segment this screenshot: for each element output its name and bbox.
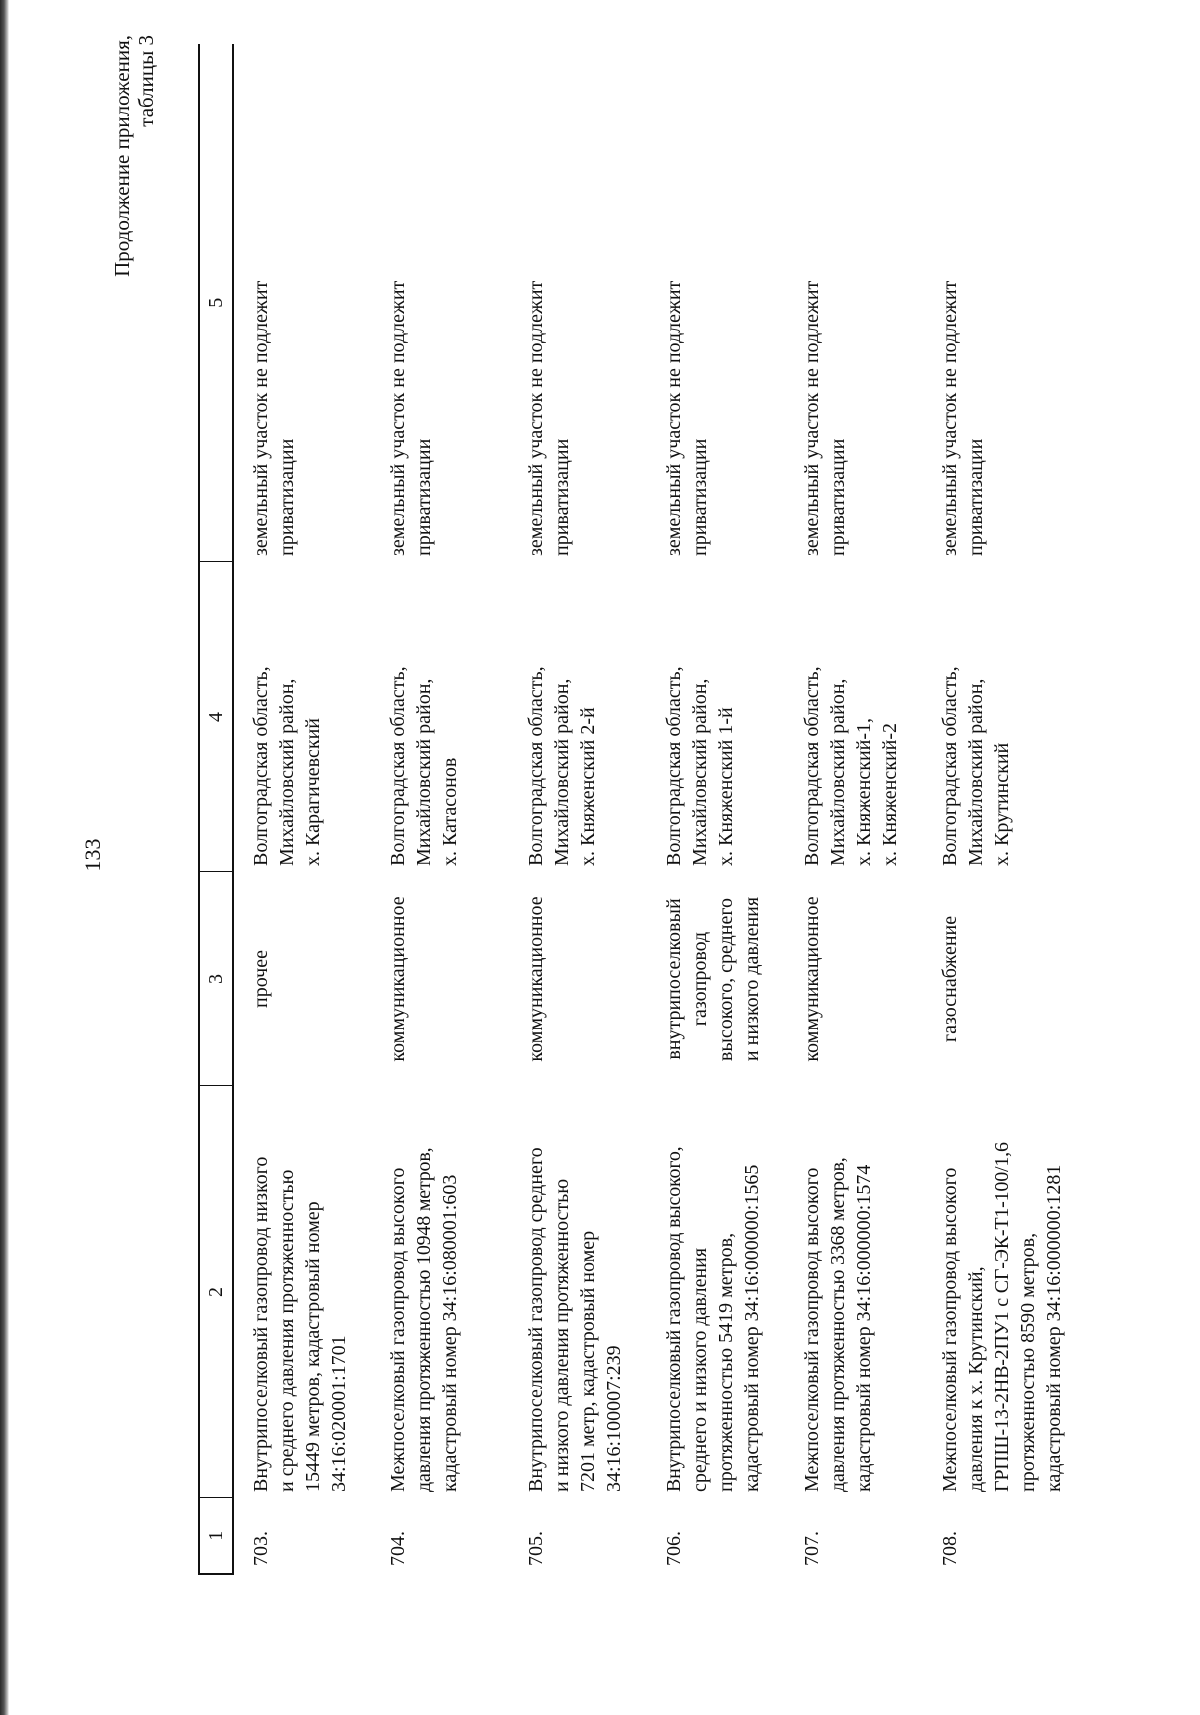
description-line: 15449 метров, кадастровый номер — [302, 1201, 324, 1492]
status-cell — [647, 44, 785, 562]
status-line: приватизации — [827, 438, 849, 556]
purpose-line: газопровод — [689, 931, 711, 1027]
purpose-line: прочее — [250, 950, 272, 1008]
status-line: земельный участок не подлежит — [250, 280, 272, 556]
object-description — [785, 1086, 923, 1498]
status-line: земельный участок не подлежит — [663, 280, 685, 556]
address-line: Михайловский район, — [689, 678, 711, 866]
address-line: Волгоградская область, — [250, 666, 272, 866]
row-number: 705. — [525, 1531, 547, 1566]
description-line: Внутрипоселковый газопровод высокого, — [663, 1146, 685, 1492]
row-number: 708. — [939, 1531, 961, 1566]
purpose-cell — [785, 872, 923, 1086]
description-line: Межпоселковый газопровод высокого — [939, 1167, 961, 1492]
status-line: приватизации — [413, 438, 435, 556]
column-header-1: 1 — [199, 1498, 233, 1574]
address-cell — [923, 562, 1083, 872]
description-line: кадастровый номер 34:16:080001:603 — [439, 1174, 461, 1492]
table-header-row — [199, 44, 233, 1574]
address-cell — [371, 562, 509, 872]
description-line: давления протяженностью 3368 метров, — [827, 1157, 849, 1492]
property-table — [198, 45, 1083, 1575]
address-line: х. Княженский 1-й — [715, 707, 737, 866]
purpose-line: и низкого давления — [741, 896, 763, 1062]
status-line: приватизации — [965, 438, 987, 556]
description-line: и среднего давления протяженностью — [276, 1169, 298, 1492]
column-header-3: 3 — [199, 872, 233, 1086]
address-cell — [785, 562, 923, 872]
status-line: земельный участок не подлежит — [525, 280, 547, 556]
address-cell — [647, 562, 785, 872]
address-line: Михайловский район, — [965, 678, 987, 866]
status-line: земельный участок не подлежит — [939, 280, 961, 556]
purpose-line: коммуникационное — [387, 896, 409, 1062]
address-line: Михайловский район, — [551, 678, 573, 866]
address-line: Волгоградская область, — [939, 666, 961, 866]
object-description — [233, 1086, 371, 1498]
status-cell — [923, 44, 1083, 562]
address-line: Михайловский район, — [413, 678, 435, 866]
status-cell — [371, 44, 509, 562]
table-row — [785, 44, 923, 1574]
table-row — [509, 44, 647, 1574]
description-line: давления к х. Крутинский, — [965, 1266, 987, 1492]
address-line: х. Карагичевский — [302, 718, 324, 866]
row-number: 707. — [801, 1531, 823, 1566]
address-line: х. Княженский-2 — [879, 722, 901, 866]
purpose-line: внутрипоселковый — [663, 898, 685, 1060]
purpose-cell — [923, 872, 1083, 1086]
status-cell — [233, 44, 371, 562]
purpose-line: газоснабжение — [939, 915, 961, 1043]
page-number: 133 — [80, 838, 105, 872]
object-description — [509, 1086, 647, 1498]
object-description — [647, 1086, 785, 1498]
status-line: земельный участок не подлежит — [801, 280, 823, 556]
address-line: х. Княженский 2-й — [577, 707, 599, 866]
purpose-cell — [371, 872, 509, 1086]
address-cell — [509, 562, 647, 872]
description-line: кадастровый номер 34:16:000000:1565 — [741, 1164, 763, 1492]
object-description — [923, 1086, 1083, 1498]
description-line: кадастровый номер 34:16:000000:1574 — [853, 1164, 875, 1492]
address-line: х. Катасонов — [439, 757, 461, 866]
description-line: Внутрипоселковый газопровод низкого — [250, 1156, 272, 1492]
description-line: Межпоселковый газопровод высокого — [387, 1167, 409, 1492]
description-line: давления протяженностью 10948 метров, — [413, 1147, 435, 1492]
table-row — [233, 44, 371, 1574]
purpose-cell — [509, 872, 647, 1086]
status-line: приватизации — [551, 438, 573, 556]
purpose-line: коммуникационное — [801, 896, 823, 1062]
address-line: х. Крутинский — [991, 742, 1013, 866]
column-header-2: 2 — [199, 1086, 233, 1498]
object-description — [371, 1086, 509, 1498]
purpose-cell — [647, 872, 785, 1086]
purpose-line: коммуникационное — [525, 896, 547, 1062]
status-cell — [509, 44, 647, 562]
address-line: Волгоградская область, — [801, 666, 823, 866]
description-line: ГРПШ-13-2НВ-2ПУ1 с СГ-ЭК-Т1-100/1,6 — [991, 1142, 1013, 1492]
address-line: х. Княженский-1, — [853, 717, 875, 866]
address-line: Волгоградская область, — [387, 666, 409, 866]
status-line: земельный участок не подлежит — [387, 280, 409, 556]
description-line: протяженностью 5419 метров, — [715, 1232, 737, 1492]
description-line: 7201 метр, кадастровый номер — [577, 1230, 599, 1492]
description-line: среднего и низкого давления — [689, 1247, 711, 1492]
continuation-note — [110, 35, 158, 335]
continuation-line-1: Продолжение приложения, — [110, 35, 134, 277]
description-line: Межпоселковый газопровод высокого — [801, 1167, 823, 1492]
description-line: Внутрипоселковый газопровод среднего — [525, 1147, 547, 1492]
column-header-5: 5 — [199, 44, 233, 562]
description-line: 34:16:100007:239 — [603, 1345, 625, 1492]
table-row — [647, 44, 785, 1574]
address-cell — [233, 562, 371, 872]
status-cell — [785, 44, 923, 562]
address-line: Волгоградская область, — [663, 666, 685, 866]
status-line: приватизации — [689, 438, 711, 556]
address-line: Михайловский район, — [827, 678, 849, 866]
purpose-lines — [661, 897, 765, 1061]
purpose-line: высокого, среднего — [715, 897, 737, 1062]
purpose-cell — [233, 872, 371, 1086]
address-line: Михайловский район, — [276, 678, 298, 866]
description-line: 34:16:020001:1701 — [328, 1335, 350, 1492]
description-line: кадастровый номер 34:16:000000:1281 — [1043, 1164, 1065, 1492]
row-number: 704. — [387, 1531, 409, 1566]
description-line: и низкого давления протяженностью — [551, 1178, 573, 1492]
address-line: Волгоградская область, — [525, 666, 547, 866]
column-header-4: 4 — [199, 562, 233, 872]
description-line: протяженностью 8590 метров, — [1017, 1232, 1039, 1492]
continuation-line-2: таблицы 3 — [134, 35, 158, 127]
status-line: приватизации — [276, 438, 298, 556]
row-number: 703. — [250, 1531, 272, 1566]
row-number: 706. — [663, 1531, 685, 1566]
table-row — [923, 44, 1083, 1574]
table-row — [371, 44, 509, 1574]
